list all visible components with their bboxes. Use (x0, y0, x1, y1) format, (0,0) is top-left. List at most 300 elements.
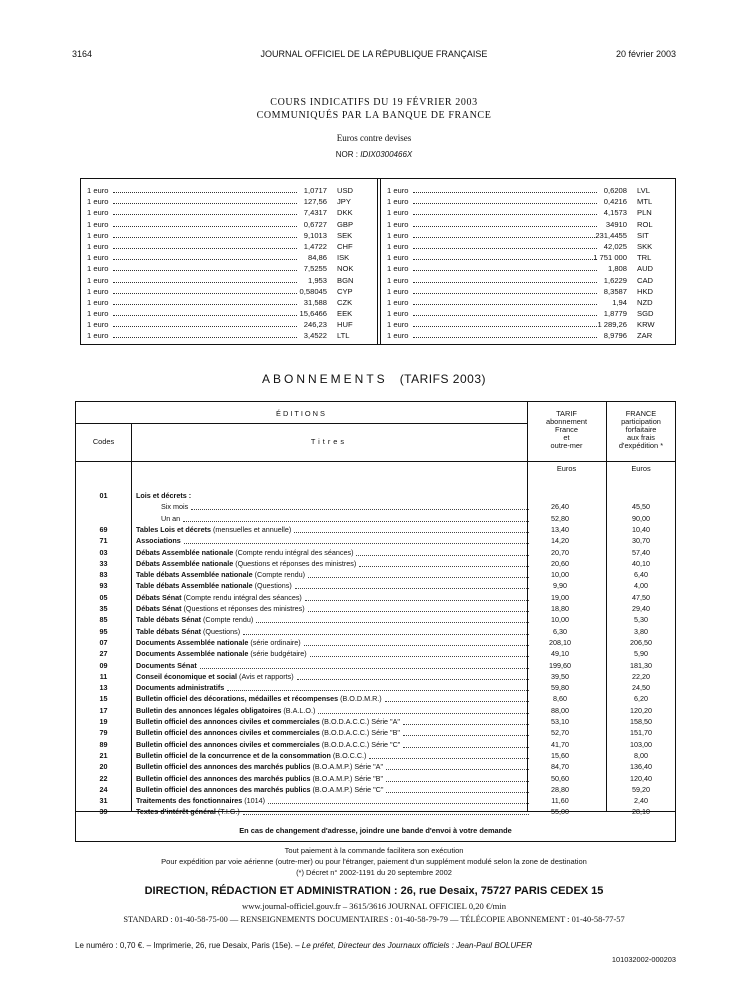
rate-value: 1,6229 (603, 275, 627, 285)
edition-code: 83 (99, 570, 108, 580)
table-row (76, 592, 675, 603)
rate-value: 1,4722 (303, 241, 327, 251)
leader-dots (413, 337, 597, 338)
france-price: 28,10 (632, 807, 650, 817)
rate-label: 1 euro (387, 230, 409, 240)
currency-code: AUD (637, 264, 654, 274)
rate-row (81, 275, 367, 286)
tarif-price: 88,00 (551, 705, 569, 715)
edition-title-rest: (B.O.D.A.C.C.) Série "B" (319, 728, 400, 738)
edition-title (136, 501, 188, 512)
edition-title (136, 490, 191, 501)
edition-title (136, 705, 315, 716)
france-price: 5,90 (634, 649, 648, 659)
rate-label: 1 euro (87, 253, 109, 263)
rate-label: 1 euro (387, 219, 409, 229)
table-row (76, 806, 675, 817)
leader-dots (113, 259, 297, 260)
rate-value: 1,8779 (603, 309, 627, 319)
titres-header: Titres (310, 437, 348, 446)
header-bottom-line (76, 461, 675, 462)
table-row (76, 637, 675, 648)
tarif-price: 39,50 (551, 671, 569, 681)
edition-code: 24 (99, 784, 108, 794)
edition-title-rest: (B.O.A.M.P.) Série "C" (310, 784, 384, 794)
tarif-price: 8,60 (553, 694, 567, 704)
table-row (76, 513, 675, 524)
rate-row (381, 252, 667, 263)
rate-row (81, 241, 367, 252)
leader-dots (113, 270, 297, 271)
currency-code: HUF (337, 320, 353, 330)
leader-dots (386, 792, 529, 793)
edition-title (136, 660, 197, 671)
page-number: 3164 (72, 49, 93, 59)
rate-row (81, 297, 367, 308)
france-price: 120,20 (630, 705, 652, 715)
website-line: www.journal-officiel.gouv.fr – 3615/3616 JOURNAL OFFICIEL 0,20 €/min (242, 901, 506, 911)
tarif-price: 55,00 (551, 807, 569, 817)
footer (75, 941, 676, 950)
editions-underline (76, 423, 527, 424)
tarif-price: 15,60 (551, 750, 569, 760)
direction-address: DIRECTION, RÉDACTION ET ADMINISTRATION : 26, rue Desaix, 75727 PARIS CEDEX 15 (144, 885, 604, 897)
leader-dots (403, 747, 529, 748)
air-shipping-notice: Pour expédition par voie aérienne (outre-mer) ou pour l'étranger, paiement d'un supplément modulé selon la zone de destination (161, 857, 587, 866)
currency-code: HKD (637, 286, 654, 296)
currency-code: EEK (337, 309, 353, 319)
rate-label: 1 euro (87, 264, 109, 274)
currency-code: BGN (337, 275, 354, 285)
edition-code: 71 (99, 536, 108, 546)
edition-title-rest: Un an (161, 513, 181, 523)
tarif-price: 53,10 (551, 717, 569, 726)
rate-row (381, 308, 667, 319)
edition-title (136, 693, 382, 704)
edition-code: 27 (99, 649, 108, 659)
edition-title-rest: (série budgétaire) (248, 649, 307, 659)
rates-title-line1: COURS INDICATIFS DU 19 FÉVRIER 2003 (270, 97, 478, 108)
rate-value: 0,4216 (603, 197, 627, 207)
table-row (76, 648, 675, 659)
edition-title-rest: (B.O.D.A.C.C.) Série "A" (319, 717, 400, 726)
footer-director: Le préfet, Directeur des Journaux officiels : Jean-Paul BOLUFER (301, 941, 533, 950)
edition-title (136, 524, 291, 535)
edition-title-bold: Table débats Assemblée nationale (136, 581, 253, 591)
tarif-price: 28,80 (551, 784, 569, 794)
currency-code: LTL (337, 331, 350, 341)
leader-dots (413, 326, 597, 327)
leader-dots (200, 668, 529, 669)
france-header (606, 410, 676, 450)
address-change-note: En cas de changement d'adresse, joindre une bande d'envoi à votre demande (239, 826, 512, 835)
france-price: 45,50 (632, 502, 650, 512)
france-price: 47,50 (632, 592, 650, 602)
table-row (76, 795, 675, 806)
page-header (72, 49, 676, 63)
leader-dots (268, 803, 529, 804)
tarif-price: 52,70 (551, 728, 569, 738)
leader-dots (413, 192, 597, 193)
tarif-price: 59,80 (551, 683, 569, 693)
rate-row (381, 207, 667, 218)
rate-value: 0,58045 (299, 286, 327, 296)
france-price: 10,40 (632, 524, 650, 534)
edition-title-rest: Six mois (161, 502, 189, 512)
edition-title-rest: (B.O.D.A.C.C.) Série "C" (319, 739, 401, 749)
tarif-price: 20,70 (551, 547, 569, 557)
rate-value: 1,808 (607, 264, 627, 274)
rate-value: 231,4455 (595, 230, 627, 240)
rates-right-column (381, 185, 667, 342)
table-row (76, 524, 675, 535)
currency-code: MTL (637, 197, 653, 207)
rate-row (81, 230, 367, 241)
leader-dots (184, 543, 529, 544)
subscriptions-table (75, 401, 676, 842)
france-price: 40,10 (632, 558, 650, 568)
leader-dots (386, 769, 529, 770)
rate-label: 1 euro (387, 197, 409, 207)
leader-dots (297, 679, 529, 680)
rate-row (381, 275, 667, 286)
france-price: 6,40 (634, 570, 648, 580)
leader-dots (113, 293, 297, 294)
leader-dots (356, 555, 529, 556)
edition-code: 85 (99, 615, 108, 625)
france-price: 2,40 (634, 796, 648, 806)
leader-dots (310, 656, 529, 657)
header-line: abonnement (545, 417, 588, 426)
rate-row (81, 196, 367, 207)
currency-code: NZD (637, 297, 653, 307)
edition-title-bold: Bulletin officiel des décorations, médailles et récompenses (136, 694, 339, 704)
edition-title (136, 603, 305, 614)
table-row (76, 614, 675, 625)
leader-dots (403, 724, 529, 725)
leader-dots (385, 701, 529, 702)
leader-dots (256, 622, 529, 623)
table-row (76, 490, 675, 501)
table-row (76, 750, 675, 761)
edition-title-bold: Débats Sénat (136, 592, 182, 602)
rate-label: 1 euro (387, 331, 409, 341)
leader-dots (113, 237, 297, 238)
header-line: outre-mer (550, 441, 583, 450)
edition-code: 31 (99, 796, 108, 806)
tarif-price: 11,60 (551, 796, 569, 806)
rate-value: 246,23 (303, 320, 327, 330)
table-row (76, 535, 675, 546)
edition-title-bold: Débats Sénat (136, 604, 182, 613)
leader-dots (413, 237, 597, 238)
edition-code: 01 (99, 491, 108, 500)
france-price: 29,40 (632, 604, 650, 613)
edition-title (136, 761, 383, 772)
tarif-price: 13,40 (551, 524, 569, 534)
edition-code: 21 (99, 750, 108, 760)
tarif-price: 14,20 (551, 536, 569, 546)
rate-label: 1 euro (87, 309, 109, 319)
edition-code: 33 (99, 558, 108, 568)
edition-title (136, 569, 305, 580)
leader-dots (413, 293, 597, 294)
leader-dots (413, 270, 597, 271)
rate-row (381, 219, 667, 230)
currency-code: LVL (637, 186, 650, 195)
leader-dots (191, 509, 529, 510)
header-line: d'expédition * (618, 441, 664, 450)
rate-label: 1 euro (387, 208, 409, 218)
edition-title (136, 727, 400, 738)
france-price: 181,30 (630, 660, 652, 670)
rate-label: 1 euro (87, 275, 109, 285)
rate-value: 0,6208 (603, 186, 627, 195)
edition-title-rest: (Questions) (252, 581, 292, 591)
nor-label: NOR : (335, 150, 358, 159)
leader-dots (295, 588, 529, 589)
currency-code: CAD (637, 275, 654, 285)
edition-title-bold: Tables Lois et décrets (136, 524, 211, 534)
leader-dots (413, 214, 597, 215)
rate-value: 15,6466 (299, 309, 327, 319)
france-price: 120,40 (630, 773, 652, 783)
leader-dots (113, 326, 297, 327)
edition-title (136, 626, 240, 637)
edition-code: 19 (99, 717, 108, 726)
rate-row (81, 319, 367, 330)
france-price: 151,70 (630, 728, 652, 738)
leader-dots (413, 203, 597, 204)
tarif-price: 49,10 (551, 649, 569, 659)
leader-dots (359, 566, 529, 567)
currency-code: CZK (337, 297, 353, 307)
leader-dots (243, 634, 529, 635)
edition-title (136, 716, 400, 727)
france-price: 158,50 (630, 717, 652, 726)
table-row (76, 773, 675, 784)
rate-row (81, 263, 367, 274)
currency-code: ROL (637, 219, 653, 229)
edition-code: 03 (99, 547, 108, 557)
edition-title (136, 784, 383, 795)
rate-row (81, 219, 367, 230)
edition-code: 93 (99, 581, 108, 591)
rates-subtitle: Euros contre devises (336, 133, 412, 143)
rate-label: 1 euro (387, 264, 409, 274)
edition-title (136, 637, 301, 648)
currency-code: SKK (637, 241, 653, 251)
edition-code: 07 (99, 637, 108, 647)
rate-label: 1 euro (387, 275, 409, 285)
edition-code: 09 (99, 660, 108, 670)
tarif-unit: Euros (556, 464, 577, 473)
leader-dots (386, 781, 529, 782)
leader-dots (318, 713, 529, 714)
rate-value: 127,56 (303, 197, 327, 207)
rate-row (381, 230, 667, 241)
leader-dots (183, 521, 529, 522)
table-row (76, 580, 675, 591)
leader-dots (413, 304, 597, 305)
tarif-price: 50,60 (551, 773, 569, 783)
edition-title (136, 592, 302, 603)
edition-title-bold: Traitements des fonctionnaires (136, 796, 243, 806)
france-price: 59,20 (632, 784, 650, 794)
edition-title-rest: (mensuelles et annuelle) (210, 524, 292, 534)
rate-row (381, 297, 667, 308)
tarif-price: 9,90 (553, 581, 567, 591)
rate-label: 1 euro (87, 230, 109, 240)
edition-title (136, 750, 366, 761)
edition-title-rest: (1014) (242, 796, 266, 806)
france-price: 22,20 (632, 671, 650, 681)
edition-code: 95 (99, 626, 108, 636)
rate-value: 8,3587 (603, 286, 627, 296)
leader-dots (413, 282, 597, 283)
leader-dots (403, 735, 529, 736)
table-row (76, 761, 675, 772)
edition-title-bold: Débats Assemblée nationale (136, 558, 234, 568)
leader-dots (413, 315, 597, 316)
table-row (76, 739, 675, 750)
leader-dots (243, 814, 529, 815)
rate-label: 1 euro (87, 286, 109, 296)
currency-code: NOK (337, 264, 354, 274)
france-price: 30,70 (632, 536, 650, 546)
rate-value: 1,0717 (303, 186, 327, 195)
rate-value: 34910 (605, 219, 627, 229)
edition-title-bold: Table débats Assemblée nationale (136, 570, 253, 580)
currency-code: CYP (337, 286, 353, 296)
edition-title (136, 682, 224, 693)
edition-title-bold: Bulletin des annonces légales obligatoires (136, 705, 282, 715)
table-row (76, 784, 675, 795)
codes-header: Codes (92, 437, 115, 446)
table-row (76, 660, 675, 671)
currency-code: ZAR (637, 331, 653, 341)
rate-value: 1 751 000 (593, 253, 627, 263)
edition-title (136, 614, 253, 625)
edition-title-bold: Table débats Sénat (136, 626, 201, 636)
edition-title-bold: Table débats Sénat (136, 615, 201, 625)
journal-title: JOURNAL OFFICIEL DE LA RÉPUBLIQUE FRANÇAISE (260, 49, 488, 59)
subscriptions-heading-suffix: (TARIFS 2003) (399, 372, 486, 386)
rate-row (381, 241, 667, 252)
edition-code: 05 (99, 592, 108, 602)
edition-title-rest: (B.O.A.M.P.) Série "B" (310, 773, 384, 783)
edition-code: 11 (99, 671, 108, 681)
payment-notice: Tout paiement à la commande facilitera son exécution (284, 846, 464, 855)
rate-value: 9,1013 (303, 230, 327, 240)
phone-line: STANDARD : 01-40-58-75-00 — RENSEIGNEMENTS DOCUMENTAIRES : 01-40-58-79-79 — TÉLÉCOPIE ABONNEMENT : 01-40-58-77-57 (123, 915, 625, 924)
edition-code: 35 (99, 604, 108, 613)
edition-code: 20 (99, 762, 108, 772)
edition-title (136, 547, 353, 558)
decree-notice: (*) Décret n° 2002-1191 du 20 septembre 2002 (296, 868, 452, 877)
leader-dots (413, 226, 597, 227)
edition-title-rest: (Questions et réponses des ministres) (233, 558, 357, 568)
france-price: 3,80 (634, 626, 648, 636)
tarif-price: 10,00 (551, 615, 569, 625)
rate-value: 3,4522 (303, 331, 327, 341)
france-unit: Euros (631, 464, 651, 473)
rate-value: 0,6727 (303, 219, 327, 229)
rate-label: 1 euro (87, 186, 109, 195)
edition-code: 17 (99, 705, 108, 715)
leader-dots (227, 690, 529, 691)
leader-dots (113, 192, 297, 193)
tarif-price: 199,60 (549, 660, 571, 670)
edition-title (136, 795, 265, 806)
rate-row (381, 319, 667, 330)
header-line: aux frais (627, 433, 655, 442)
leader-dots (113, 282, 297, 283)
rate-row (81, 286, 367, 297)
edition-title-rest: (T.I.G.) (215, 807, 240, 817)
rate-value: 1,94 (612, 297, 627, 307)
tarif-price: 41,70 (551, 739, 569, 749)
edition-title-bold: Bulletin officiel des annonces civiles et commerciales (136, 728, 320, 738)
leader-dots (113, 248, 297, 249)
leader-dots (113, 214, 297, 215)
currency-code: KRW (637, 320, 655, 330)
document-code: 101032002-000203 (611, 955, 676, 964)
tarif-price: 208,10 (549, 637, 571, 647)
table-row (76, 693, 675, 704)
rate-row (81, 308, 367, 319)
tarif-price: 6,30 (553, 626, 567, 636)
rate-row (81, 252, 367, 263)
france-price: 103,00 (630, 739, 652, 749)
edition-title-rest: (B.O.A.M.P.) Série "A" (310, 762, 384, 772)
rate-label: 1 euro (87, 197, 109, 207)
edition-title-bold: Bulletin officiel des annonces des marchés publics (136, 773, 311, 783)
edition-title-bold: Bulletin officiel des annonces des marchés publics (136, 784, 311, 794)
subscriptions-heading (0, 372, 748, 386)
leader-dots (304, 645, 529, 646)
rate-row (81, 330, 367, 341)
currency-code: PLN (637, 208, 652, 218)
edition-title-bold: Bulletin officiel des annonces civiles et commerciales (136, 717, 320, 726)
table-row (76, 569, 675, 580)
rate-value: 4,1573 (603, 208, 627, 218)
edition-title (136, 806, 240, 817)
leader-dots (413, 259, 597, 260)
table-row (76, 727, 675, 738)
edition-title-rest: (Questions) (200, 626, 241, 636)
edition-title-bold: Documents administratifs (136, 683, 225, 693)
rate-label: 1 euro (387, 309, 409, 319)
rate-label: 1 euro (87, 241, 109, 251)
rate-row (381, 330, 667, 341)
edition-code: 89 (99, 739, 108, 749)
leader-dots (413, 248, 597, 249)
table-row (76, 671, 675, 682)
edition-title-bold: Conseil économique et social (136, 671, 238, 681)
edition-code: 39 (99, 807, 108, 817)
header-line: France (554, 425, 578, 434)
footer-price: Le numéro : 0,70 €. – Imprimerie, 26, rue Desaix, Paris (15e). – (75, 941, 300, 950)
france-price: 8,00 (634, 750, 648, 760)
france-price: 4,00 (634, 581, 648, 591)
tarif-price: 10,00 (551, 570, 569, 580)
nor-reference (0, 150, 748, 159)
rate-value: 1 289,26 (597, 320, 627, 330)
rates-title-line2: COMMUNIQUÉS PAR LA BANQUE DE FRANCE (256, 110, 492, 121)
edition-title (136, 648, 307, 659)
exchange-rates-box (80, 178, 676, 345)
